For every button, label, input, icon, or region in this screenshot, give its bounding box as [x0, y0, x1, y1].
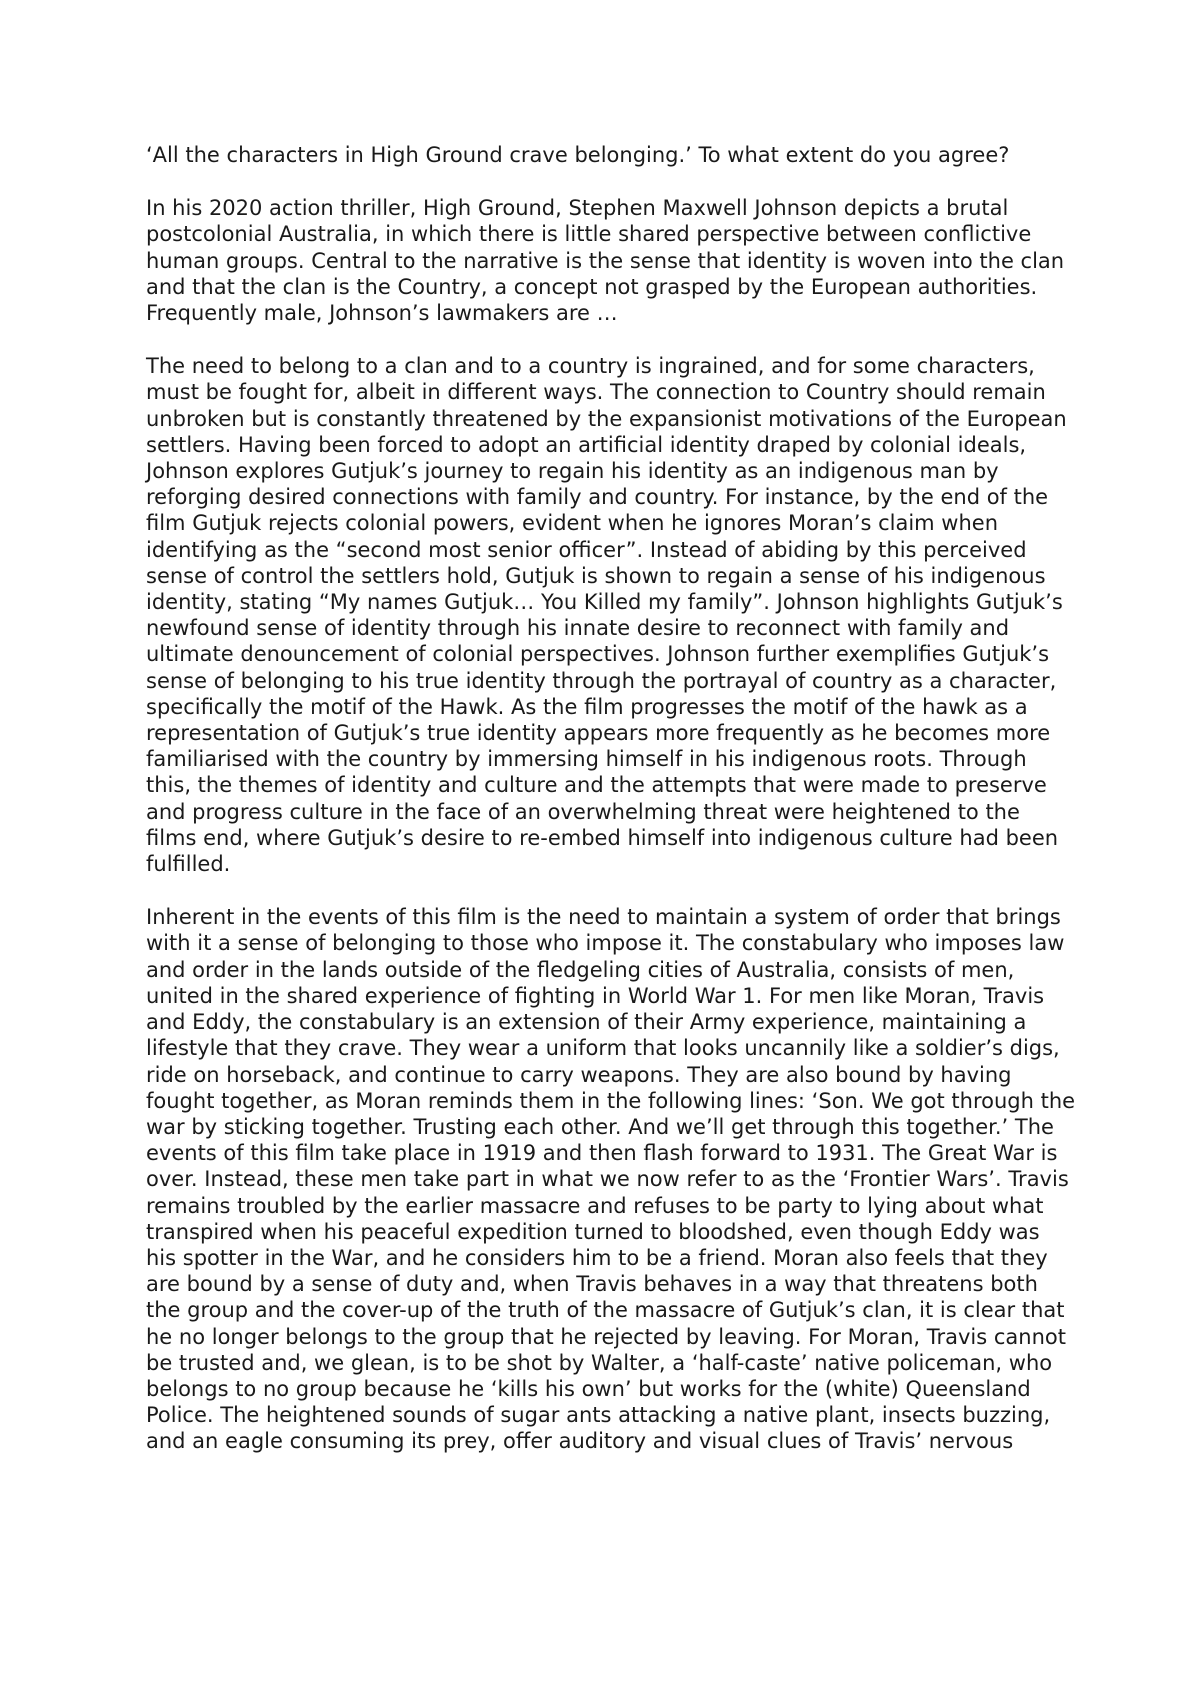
- essay-question: ‘All the characters in High Ground crave belonging.’ To what extent do you agree?: [146, 143, 1010, 167]
- paragraph-constabulary-belonging: Inherent in the events of this film is the need to maintain a system of order that brings with it a sense of belonging to those who impose it. The constabulary who imposes law and order in the lands outside of the fledgeling cities of Australia, consists of men, united in the shared experience of fighting in World War 1. For men like Moran, Travis and Eddy, the constabulary is an extension of their Army experience, maintaining a lifestyle that they crave. They wear a uniform that looks uncannily like a soldier’s digs, ride on horseback, and continue to carry weapons. They are also bound by having fought together, as Moran reminds them in the following lines: ‘Son. We got through the war by sticking together. Trusting each other. And we’ll get through this together.’ The events of this film take place in 1919 and then flash forward to 1931. The Great War is over. Instead, these men take part in what we now refer to as the ‘Frontier Wars’. Travis remains troubled by the earlier massacre and refuses to be party to lying about what transpired when his peaceful expedition turned to bloodshed, even though Eddy was his spotter in the War, and he considers him to be a friend. Moran also feels that they are bound by a sense of duty and, when Travis behaves in a way that threatens both the group and the cover-up of the truth of the massacre of Gutjuk’s clan, it is clear that he no longer belongs to the group that he rejected by leaving. For Moran, Travis cannot be trusted and, we glean, is to be shot by Walter, a ‘half-caste’ native policeman, who belongs to no group because he ‘kills his own’ but works for the (white) Queensland Police. The heightened sounds of sugar ants attacking a native plant, insects buzzing, and an eagle consuming its prey, offer auditory and visual clues of Travis’ nervous: [146, 905, 1076, 1454]
- paragraph-introduction: In his 2020 action thriller, High Ground, Stephen Maxwell Johnson depicts a brutal postcolonial Australia, in which there is little shared perspective between conflictive human groups. Central to the narrative is the sense that identity is woven into the clan and that the clan is the Country, a concept not grasped by the European authorities. Frequently male, Johnson’s lawmakers are …: [146, 196, 1065, 326]
- document-page: [146, 142, 1076, 1482]
- paragraph-gutjuk-identity: The need to belong to a clan and to a country is ingrained, and for some characters, must be fought for, albeit in different ways. The connection to Country should remain unbroken but is constantly threatened by the expansionist motivations of the European settlers. Having been forced to adopt an artificial identity draped by colonial ideals, Johnson explores Gutjuk’s journey to regain his identity as an indigenous man by reforging desired connections with family and country. For instance, by the end of the film Gutjuk rejects colonial powers, evident when he ignores Moran’s claim when identifying as the “second most senior officer”. Instead of abiding by this perceived sense of control the settlers hold, Gutjuk is shown to regain a sense of his indigenous identity, stating “My names Gutjuk… You Killed my family”. Johnson highlights Gutjuk’s newfound sense of identity through his innate desire to reconnect with family and ultimate denouncement of colonial perspectives. Johnson further exemplifies Gutjuk’s sense of belonging to his true identity through the portrayal of country as a character, specifically the motif of the Hawk. As the film progresses the motif of the hawk as a representation of Gutjuk’s true identity appears more frequently as he becomes more familiarised with the country by immersing himself in his indigenous roots. Through this, the themes of identity and culture and the attempts that were made to preserve and progress culture in the face of an overwhelming threat were heightened to the films end, where Gutjuk’s desire to re-embed himself into indigenous culture had been fulfilled.: [146, 354, 1067, 877]
